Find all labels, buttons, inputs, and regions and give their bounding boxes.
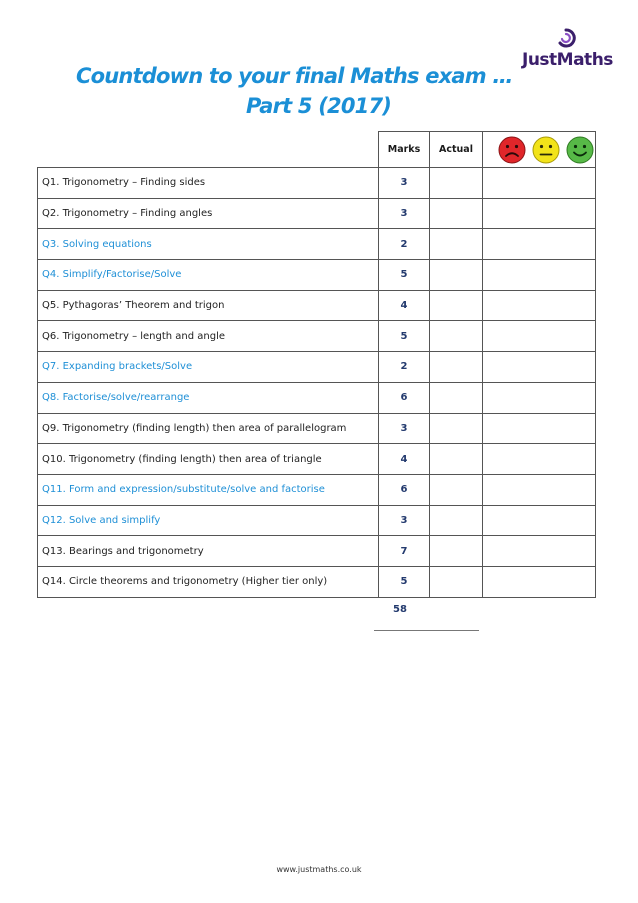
marks-cell: 4	[379, 444, 430, 475]
question-label: Q4. Simplify/Factorise/Solve	[38, 260, 379, 291]
confidence-cell[interactable]	[483, 413, 596, 444]
marks-cell: 3	[379, 505, 430, 536]
page-subtitle: Part 5 (2017)	[246, 94, 392, 118]
confidence-cell[interactable]	[483, 536, 596, 567]
table-row	[38, 321, 596, 352]
table-row	[38, 352, 596, 383]
actual-cell[interactable]	[430, 168, 483, 199]
marks-cell: 4	[379, 290, 430, 321]
question-label: Q8. Factorise/solve/rearrange	[38, 382, 379, 413]
marks-table	[37, 131, 596, 598]
actual-cell[interactable]	[430, 505, 483, 536]
actual-cell[interactable]	[430, 536, 483, 567]
table-row	[38, 566, 596, 597]
actual-cell[interactable]	[430, 413, 483, 444]
confidence-cell[interactable]	[483, 444, 596, 475]
marks-cell: 3	[379, 198, 430, 229]
sad-face-icon	[497, 135, 527, 165]
question-label: Q9. Trigonometry (finding length) then area of parallelogram	[38, 413, 379, 444]
justmaths-logo	[522, 28, 612, 74]
question-label: Q12. Solve and simplify	[38, 505, 379, 536]
confidence-cell[interactable]	[483, 474, 596, 505]
happy-face-icon	[565, 135, 595, 165]
table-row	[38, 474, 596, 505]
table-row	[38, 536, 596, 567]
table-row	[38, 168, 596, 199]
page-title: Countdown to your final Maths exam …	[76, 64, 513, 88]
header-marks: Marks	[379, 132, 430, 168]
question-label: Q3. Solving equations	[38, 229, 379, 260]
marks-cell: 6	[379, 474, 430, 505]
table-row	[38, 382, 596, 413]
marks-cell: 3	[379, 168, 430, 199]
table-row	[38, 505, 596, 536]
footer-url: www.justmaths.co.uk	[276, 865, 362, 874]
header-faces	[483, 132, 596, 168]
confidence-cell[interactable]	[483, 505, 596, 536]
table-row	[38, 229, 596, 260]
question-label: Q7. Expanding brackets/Solve	[38, 352, 379, 383]
question-label: Q5. Pythagoras’ Theorem and trigon	[38, 290, 379, 321]
marks-cell: 3	[379, 413, 430, 444]
question-label: Q11. Form and expression/substitute/solve and factorise	[38, 474, 379, 505]
confidence-cell[interactable]	[483, 260, 596, 291]
confidence-cell[interactable]	[483, 229, 596, 260]
marks-cell: 2	[379, 229, 430, 260]
header-spacer	[38, 132, 379, 168]
question-label: Q1. Trigonometry – Finding sides	[38, 168, 379, 199]
total-underline	[374, 630, 479, 631]
question-label: Q13. Bearings and trigonometry	[38, 536, 379, 567]
actual-cell[interactable]	[430, 260, 483, 291]
table-row	[38, 290, 596, 321]
confidence-cell[interactable]	[483, 566, 596, 597]
question-label: Q10. Trigonometry (finding length) then area of triangle	[38, 444, 379, 475]
actual-cell[interactable]	[430, 382, 483, 413]
actual-cell[interactable]	[430, 444, 483, 475]
total-marks: 58	[393, 604, 407, 615]
logo-text: JustMaths	[522, 50, 613, 70]
header-actual: Actual	[430, 132, 483, 168]
marks-cell: 7	[379, 536, 430, 567]
confidence-cell[interactable]	[483, 382, 596, 413]
confidence-cell[interactable]	[483, 290, 596, 321]
question-label: Q6. Trigonometry – length and angle	[38, 321, 379, 352]
question-label: Q14. Circle theorems and trigonometry (Higher tier only)	[38, 566, 379, 597]
question-label: Q2. Trigonometry – Finding angles	[38, 198, 379, 229]
table-row	[38, 198, 596, 229]
neutral-face-icon	[531, 135, 561, 165]
marks-cell: 6	[379, 382, 430, 413]
confidence-cell[interactable]	[483, 168, 596, 199]
actual-cell[interactable]	[430, 198, 483, 229]
confidence-cell[interactable]	[483, 321, 596, 352]
actual-cell[interactable]	[430, 321, 483, 352]
table-header-row	[38, 132, 596, 168]
confidence-cell[interactable]	[483, 198, 596, 229]
marks-cell: 5	[379, 260, 430, 291]
actual-cell[interactable]	[430, 229, 483, 260]
actual-cell[interactable]	[430, 566, 483, 597]
table-row	[38, 260, 596, 291]
marks-cell: 5	[379, 566, 430, 597]
marks-cell: 5	[379, 321, 430, 352]
confidence-cell[interactable]	[483, 352, 596, 383]
table-row	[38, 413, 596, 444]
logo-swirl-icon	[556, 28, 576, 50]
table-row	[38, 444, 596, 475]
actual-cell[interactable]	[430, 352, 483, 383]
actual-cell[interactable]	[430, 290, 483, 321]
actual-cell[interactable]	[430, 474, 483, 505]
marks-cell: 2	[379, 352, 430, 383]
